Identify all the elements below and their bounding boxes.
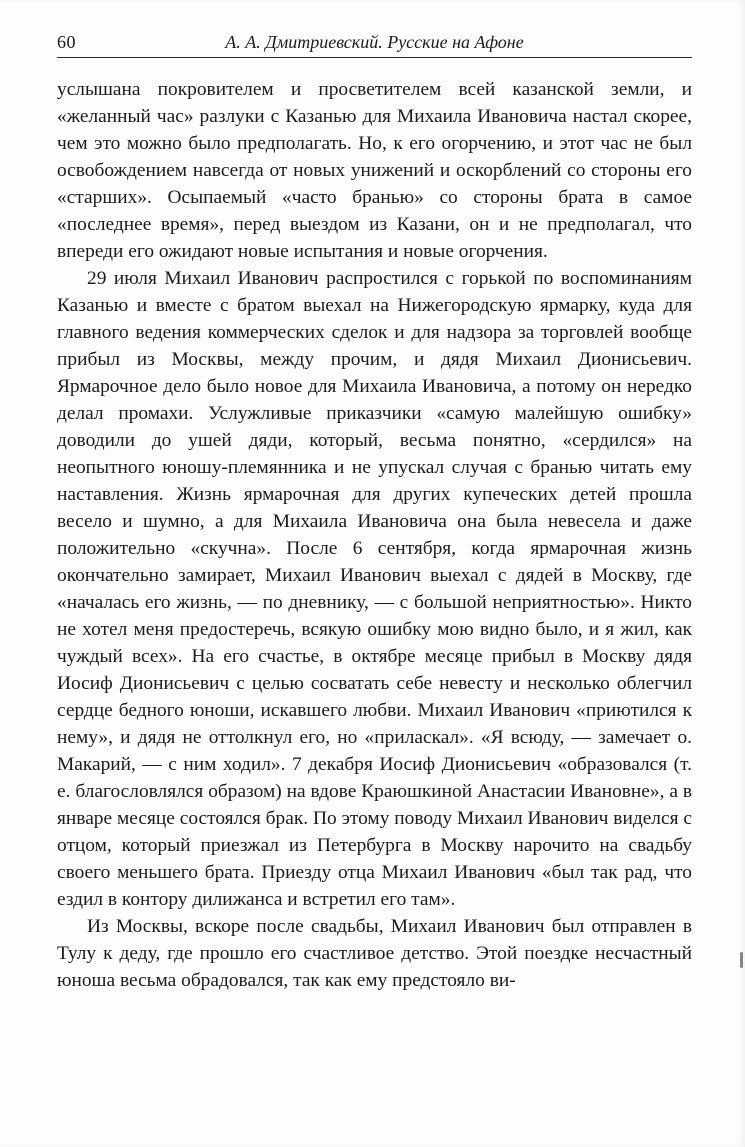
header-rule bbox=[57, 57, 692, 58]
running-title: А. А. Дмитриевский. Русские на Афоне bbox=[225, 32, 524, 52]
paragraph-continuation: услышана покровителем и просветителем всей казанской земли, и «желанный час» разлуки с Казанью для Михаила Ивановича настал скорее, чем это можно было предполагать. Но, к его огорчению, и этот час не был освобождением навсегда от новых унижений и оскорблений со стороны его «старших». Осыпаемый «часто бранью» со стороны брата в самое «последнее время», перед выездом из Казани, он и не предполагал, что впереди его ожидают новые испытания и новые огорчения. bbox=[57, 79, 692, 262]
scan-artifact bbox=[740, 952, 743, 968]
paragraph: Из Москвы, вскоре после свадьбы, Михаил Иванович был отправлен в Тулу к деду, где прошло его счастливое детство. Этой поездке несчастный юноша весьма обрадовался, так как ему предстояло ви- bbox=[57, 916, 692, 991]
paragraph: 29 июля Михаил Иванович распростился с горькой по воспоминаниям Казанью и вместе с братом выехал на Нижегородскую ярмарку, куда для главного ведения коммерческих сделок и для надзора за торговлей вообще прибыл из Москвы, между прочим, и дядя Михаил Дионисьевич. Ярмарочное дело было новое для Михаила Ивановича, а потому он нередко делал промахи. Услужливые приказчики «самую малейшую ошибку» доводили до ушей дяди, который, весьма понятно, «сердился» на неопытного юношу-племянника и не упускал случая с бранью читать ему наставления. Жизнь ярмарочная для других купеческих детей прошла весело и шумно, а для Михаила Ивановича она была невесела и даже положительно «скучна». После 6 сентября, когда ярмарочная жизнь окончательно замирает, Михаил Иванович выехал с дядей в Москву, где «началась его жизнь, — по дневнику, — с большой неприятностью». Никто не хотел меня предостеречь, всякую ошибку мою видно было, и я жил, как чуждый всех». На его счастье, в октябре месяце прибыл в Москву дядя Иосиф Дионисьевич с целью сосватать себе невесту и несколько облегчил сердце бедного юноши, искавшего любви. Михаил Иванович «приютился к нему», и дядя не оттолкнул его, но «приласкал». «Я всюду, — замечает о. Макарий, — с ним ходил». 7 декабря Иосиф Дионисьевич «образовался (т. е. благословлялся образом) на вдове Краюшкиной Анастасии Ивановне», а в январе месяце состоялся брак. По этому поводу Михаил Иванович виделся с отцом, который приезжал из Петербурга в Москву нарочито на свадьбу своего меньшего брата. Приезду отца Михаил Иванович «был так рад, что ездил в контору дилижанса и встретил его там». bbox=[57, 268, 692, 910]
page-body bbox=[57, 76, 692, 994]
page-number: 60 bbox=[57, 32, 76, 52]
page-header bbox=[57, 32, 692, 56]
